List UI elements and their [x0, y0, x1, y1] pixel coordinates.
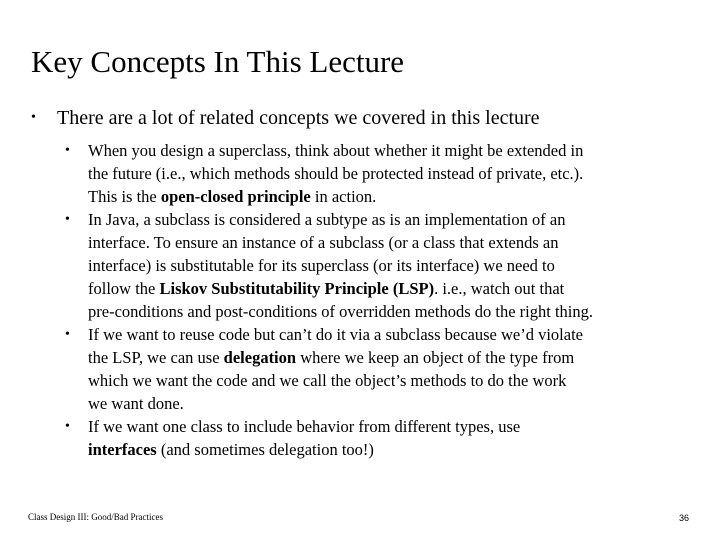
sub-bullet-line: This is the open-closed principle in action.: [88, 187, 377, 206]
footer-course-title: Class Design III: Good/Bad Practices: [28, 512, 163, 522]
sub-bullet-line: If we want to reuse code but can’t do it via a subclass because we’d violate: [88, 325, 583, 344]
bullet-icon: •: [65, 143, 70, 158]
main-bullet-text: There are a lot of related concepts we covered in this lecture: [57, 107, 540, 129]
sub-bullet-item: [65, 415, 710, 461]
sub-bullet-line: the LSP, we can use delegation where we keep an object of the type from: [88, 348, 575, 367]
footer-page-number: 36: [678, 513, 689, 523]
sub-bullet-list: [65, 139, 710, 461]
sub-bullet-line: pre-conditions and post-conditions of overridden methods do the right thing.: [88, 302, 593, 321]
bold-term: open-closed principle: [160, 187, 311, 206]
slide-title: Key Concepts In This Lecture: [31, 44, 405, 79]
sub-bullet-line: we want done.: [88, 394, 184, 413]
sub-bullet-item: [65, 323, 710, 415]
sub-bullet-line: When you design a superclass, think about whether it might be extended in: [88, 141, 584, 160]
bold-term: Liskov Substitutability Principle (LSP): [159, 279, 435, 298]
bold-term: interfaces: [88, 440, 157, 459]
bullet-icon: •: [65, 327, 70, 342]
sub-bullet-line: In Java, a subclass is considered a subtype as is an implementation of an: [88, 210, 566, 229]
sub-bullet-line: which we want the code and we call the object’s methods to do the work: [88, 371, 567, 390]
sub-bullet-item: [65, 139, 710, 208]
sub-bullet-item: [65, 208, 710, 323]
bold-term: delegation: [223, 348, 297, 367]
sub-bullet-line: follow the Liskov Substitutability Principle (LSP). i.e., watch out that: [88, 279, 565, 298]
bullet-icon: •: [31, 110, 36, 125]
sub-bullet-line: If we want one class to include behavior from different types, use: [88, 417, 521, 436]
sub-bullet-line: the future (i.e., which methods should be protected instead of private, etc.).: [88, 164, 584, 183]
sub-bullet-line: interfaces (and sometimes delegation too!): [88, 440, 374, 459]
sub-bullet-line: interface. To ensure an instance of a subclass (or a class that extends an: [88, 233, 559, 252]
sub-bullet-line: interface) is substitutable for its superclass (or its interface) we need to: [88, 256, 555, 275]
bullet-icon: •: [65, 212, 70, 227]
bullet-icon: •: [65, 419, 70, 434]
